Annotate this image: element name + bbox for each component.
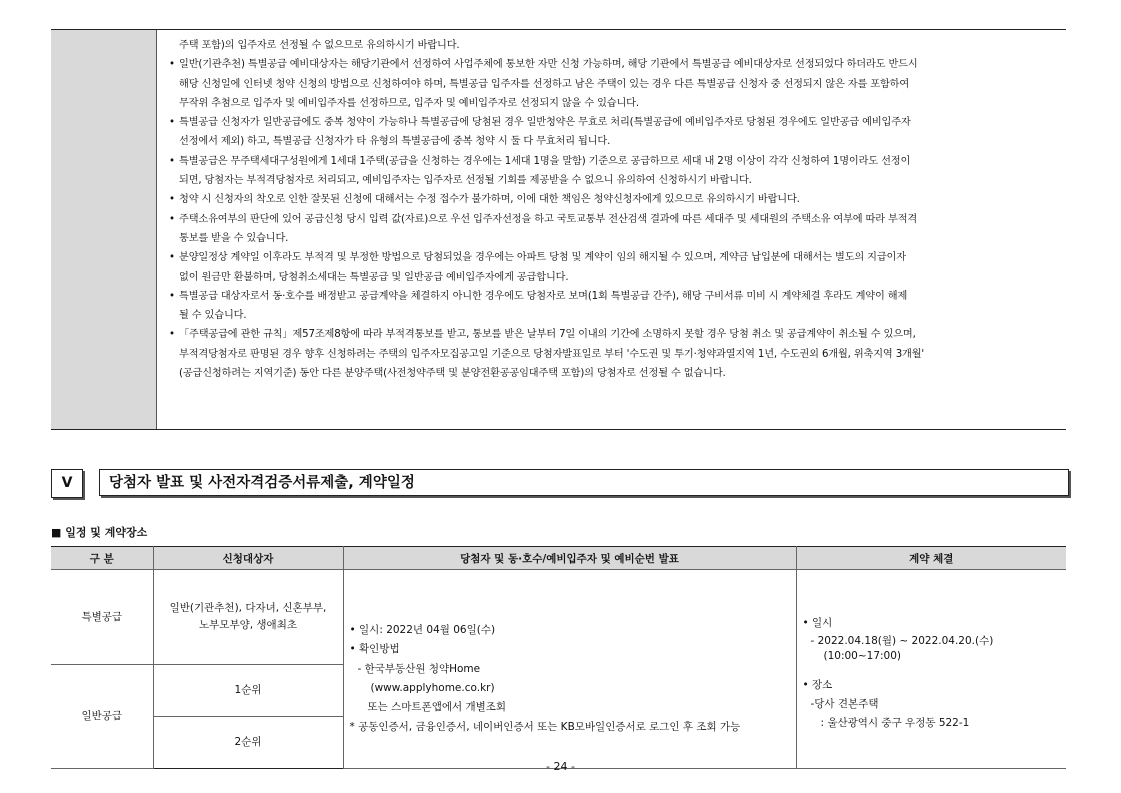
schedule-table bbox=[51, 546, 1066, 769]
bullet-icon: • bbox=[169, 59, 175, 71]
notes-line-text: 일반(기관추천) 특별공급 예비대상자는 해당기관에서 선정하여 사업주체에 통보한 자만 신청 가능하며, 해당 기관에서 특별공급 예비대상자로 선정되었다 하더라도 반드시 bbox=[179, 59, 918, 71]
announcement-method: • 확인방법 bbox=[349, 643, 400, 656]
page-number: - 24 - bbox=[546, 760, 575, 773]
contract-date-label: • 일시 bbox=[802, 617, 833, 630]
notes-line bbox=[169, 229, 1049, 248]
col-header-category: 구 분 bbox=[51, 547, 153, 570]
bullet-icon: • bbox=[169, 155, 175, 167]
announcement-alt: 또는 스마트폰앱에서 개별조회 bbox=[367, 701, 507, 714]
target-second-rank: 2순위 bbox=[153, 717, 343, 769]
col-header-target: 신청대상자 bbox=[153, 547, 343, 570]
notes-line-text: 특별공급 신청자가 일반공급에도 중복 청약이 가능하나 특별공급에 당첨된 경우 일반청약은 무효로 처리(특별공급에 예비입주자로 당첨된 경우에도 일반공급 예비입주자 bbox=[179, 117, 911, 129]
notes-line-text: 통보를 받을 수 있습니다. bbox=[179, 232, 289, 244]
bullet-icon: • bbox=[169, 194, 175, 206]
notes-box bbox=[51, 29, 1066, 430]
bullet-icon: • bbox=[169, 252, 175, 264]
announcement-site: - 한국부동산원 청약Home bbox=[357, 662, 481, 675]
target-first-rank: 1순위 bbox=[153, 665, 343, 717]
section-title: 당첨자 발표 및 사전자격검증서류제출, 계약일정 bbox=[99, 469, 1069, 496]
bullet-icon: • bbox=[169, 213, 175, 225]
bullet-icon: • bbox=[169, 329, 175, 341]
notes-line bbox=[169, 364, 1049, 383]
announcement-date: • 일시: 2022년 04월 06일(수) bbox=[349, 624, 496, 637]
notes-line-text: 되면, 당첨자는 부적격당첨자로 처리되고, 예비입주자는 입주자로 선정될 기회를 제공받을 수 없으니 유의하여 신청하시기 바랍니다. bbox=[179, 175, 752, 187]
bullet-icon: • bbox=[169, 290, 175, 302]
notes-line-text: (공급신청하려는 지역기준) 동안 다른 분양주택(사전청약주택 및 분양전환공공임대주택 포함)의 당첨자로 선정될 수 없습니다. bbox=[179, 368, 726, 380]
notes-line bbox=[169, 190, 1049, 209]
notes-line-text: 특별공급 대상자로서 동·호수를 배정받고 공급계약을 체결하지 아니한 경우에도 당첨자로 보며(1회 특별공급 간주), 해당 구비서류 미비 시 계약체결 후라도 계약이 해제 bbox=[179, 290, 908, 302]
notes-line-text: 주택 포함)의 입주자로 선정될 수 없으므로 유의하시기 바랍니다. bbox=[179, 40, 460, 51]
schedule-heading: ■ 일정 및 계약장소 bbox=[51, 526, 148, 539]
col-header-contract: 계약 체결 bbox=[796, 547, 1066, 570]
contract-place-label: • 장소 bbox=[802, 678, 833, 691]
notes-line bbox=[169, 152, 1049, 171]
notes-line-text: 무작위 추첨으로 입주자 및 예비입주자를 선정하므로, 입주자 및 예비입주자로 선정되지 않을 수 있습니다. bbox=[179, 97, 639, 109]
notes-line bbox=[169, 113, 1049, 132]
notes-label-cell bbox=[51, 30, 157, 429]
notes-text bbox=[169, 36, 1049, 383]
notes-line bbox=[169, 55, 1049, 74]
section-number: V bbox=[51, 469, 83, 498]
category-general: 일반공급 bbox=[51, 665, 153, 769]
notes-line bbox=[169, 94, 1049, 113]
table-header-row bbox=[51, 547, 1066, 570]
section-header bbox=[51, 469, 1072, 498]
contract-time: (10:00~17:00) bbox=[823, 649, 902, 662]
notes-line bbox=[169, 171, 1049, 190]
notes-line-text: 분양일정상 계약일 이후라도 부적격 및 부정한 방법으로 당첨되었을 경우에는 아파트 당첨 및 계약이 임의 해지될 수 있으며, 계약금 납입분에 대해서는 별도의 지급이자 bbox=[179, 252, 906, 264]
contract-place-name: -당사 견본주택 bbox=[810, 698, 879, 710]
contract-cell bbox=[796, 570, 1066, 769]
notes-line bbox=[169, 306, 1049, 325]
notes-line bbox=[169, 325, 1049, 344]
notes-line bbox=[169, 210, 1049, 229]
notes-line bbox=[169, 132, 1049, 151]
announcement-cell bbox=[343, 570, 796, 769]
notes-line-text: 특별공급은 무주택세대구성원에게 1세대 1주택(공급을 신청하는 경우에는 1세대 1명을 말함) 기준으로 공급하므로 세대 내 2명 이상이 각각 신청하여 1명이라도 선정이 bbox=[179, 155, 911, 167]
notes-line bbox=[169, 345, 1049, 364]
notes-line-text: 해당 신청일에 인터넷 청약 신청의 방법으로 신청하여야 하며, 특별공급 입주자를 선정하고 남은 주택이 있는 경우 다른 특별공급 신청자 중 선정되지 않은 자를 포함하여 bbox=[179, 78, 910, 90]
target-special-line1: 일반(기관추천), 다자녀, 신혼부부, bbox=[169, 602, 327, 614]
notes-line-text: 청약 시 신청자의 착오로 인한 잘못된 신청에 대해서는 수정 접수가 불가하며, 이에 대한 책임은 청약신청자에게 있으므로 유의하시기 바랍니다. bbox=[179, 194, 800, 206]
announcement-url: (www.applyhome.co.kr) bbox=[370, 682, 495, 694]
notes-line-text: 「주택공급에 관한 규칙」제57조제8항에 따라 부적격통보를 받고, 통보를 받은 날부터 7일 이내의 기간에 소명하지 못할 경우 당첨 취소 및 공급계약이 취소될 수 있으며, bbox=[179, 329, 916, 341]
notes-line bbox=[169, 75, 1049, 94]
notes-line-text: 될 수 있습니다. bbox=[179, 310, 247, 322]
category-special: 특별공급 bbox=[51, 570, 153, 665]
contract-address: : 울산광역시 중구 우정동 522-1 bbox=[820, 717, 970, 730]
bullet-icon: • bbox=[169, 117, 175, 129]
notes-line bbox=[169, 248, 1049, 267]
target-special-line2: 노부모부양, 생애최초 bbox=[199, 619, 297, 631]
notes-line-text: 없이 원금만 환불하며, 당첨취소세대는 특별공급 및 일반공급 예비입주자에게 공급합니다. bbox=[179, 271, 569, 283]
notes-line-text: 부적격당첨자로 판명된 경우 향후 신청하려는 주택의 입주자모집공고일 기준으로 당첨자발표일로 부터 '수도권 및 투기·청약과열지역 1년, 수도권외 6개월, 위축지역 3개월' bbox=[179, 348, 925, 360]
table-row bbox=[51, 570, 1066, 665]
target-special bbox=[153, 570, 343, 665]
notes-line bbox=[169, 268, 1049, 287]
notes-line bbox=[169, 36, 1049, 55]
notes-line-text: 선정에서 제외) 하고, 특별공급 신청자가 타 유형의 특별공급에 중복 청약 시 둘 다 무효처리 됩니다. bbox=[179, 136, 611, 148]
announcement-note: * 공동인증서, 금융인증서, 네이버인증서 또는 KB모바일인증서로 로그인 후 조회 가능 bbox=[349, 720, 741, 733]
notes-line bbox=[169, 287, 1049, 306]
notes-line-text: 주택소유여부의 판단에 있어 공급신청 당시 입력 값(자료)으로 우선 입주자선정을 하고 국토교통부 전산검색 결과에 따른 세대주 및 세대원의 주택소유 여부에 따라 부적격 bbox=[179, 213, 918, 225]
col-header-announcement: 당첨자 및 동·호수/예비입주자 및 예비순번 발표 bbox=[343, 547, 796, 570]
contract-date-range: - 2022.04.18(월) ~ 2022.04.20.(수) bbox=[810, 634, 994, 647]
